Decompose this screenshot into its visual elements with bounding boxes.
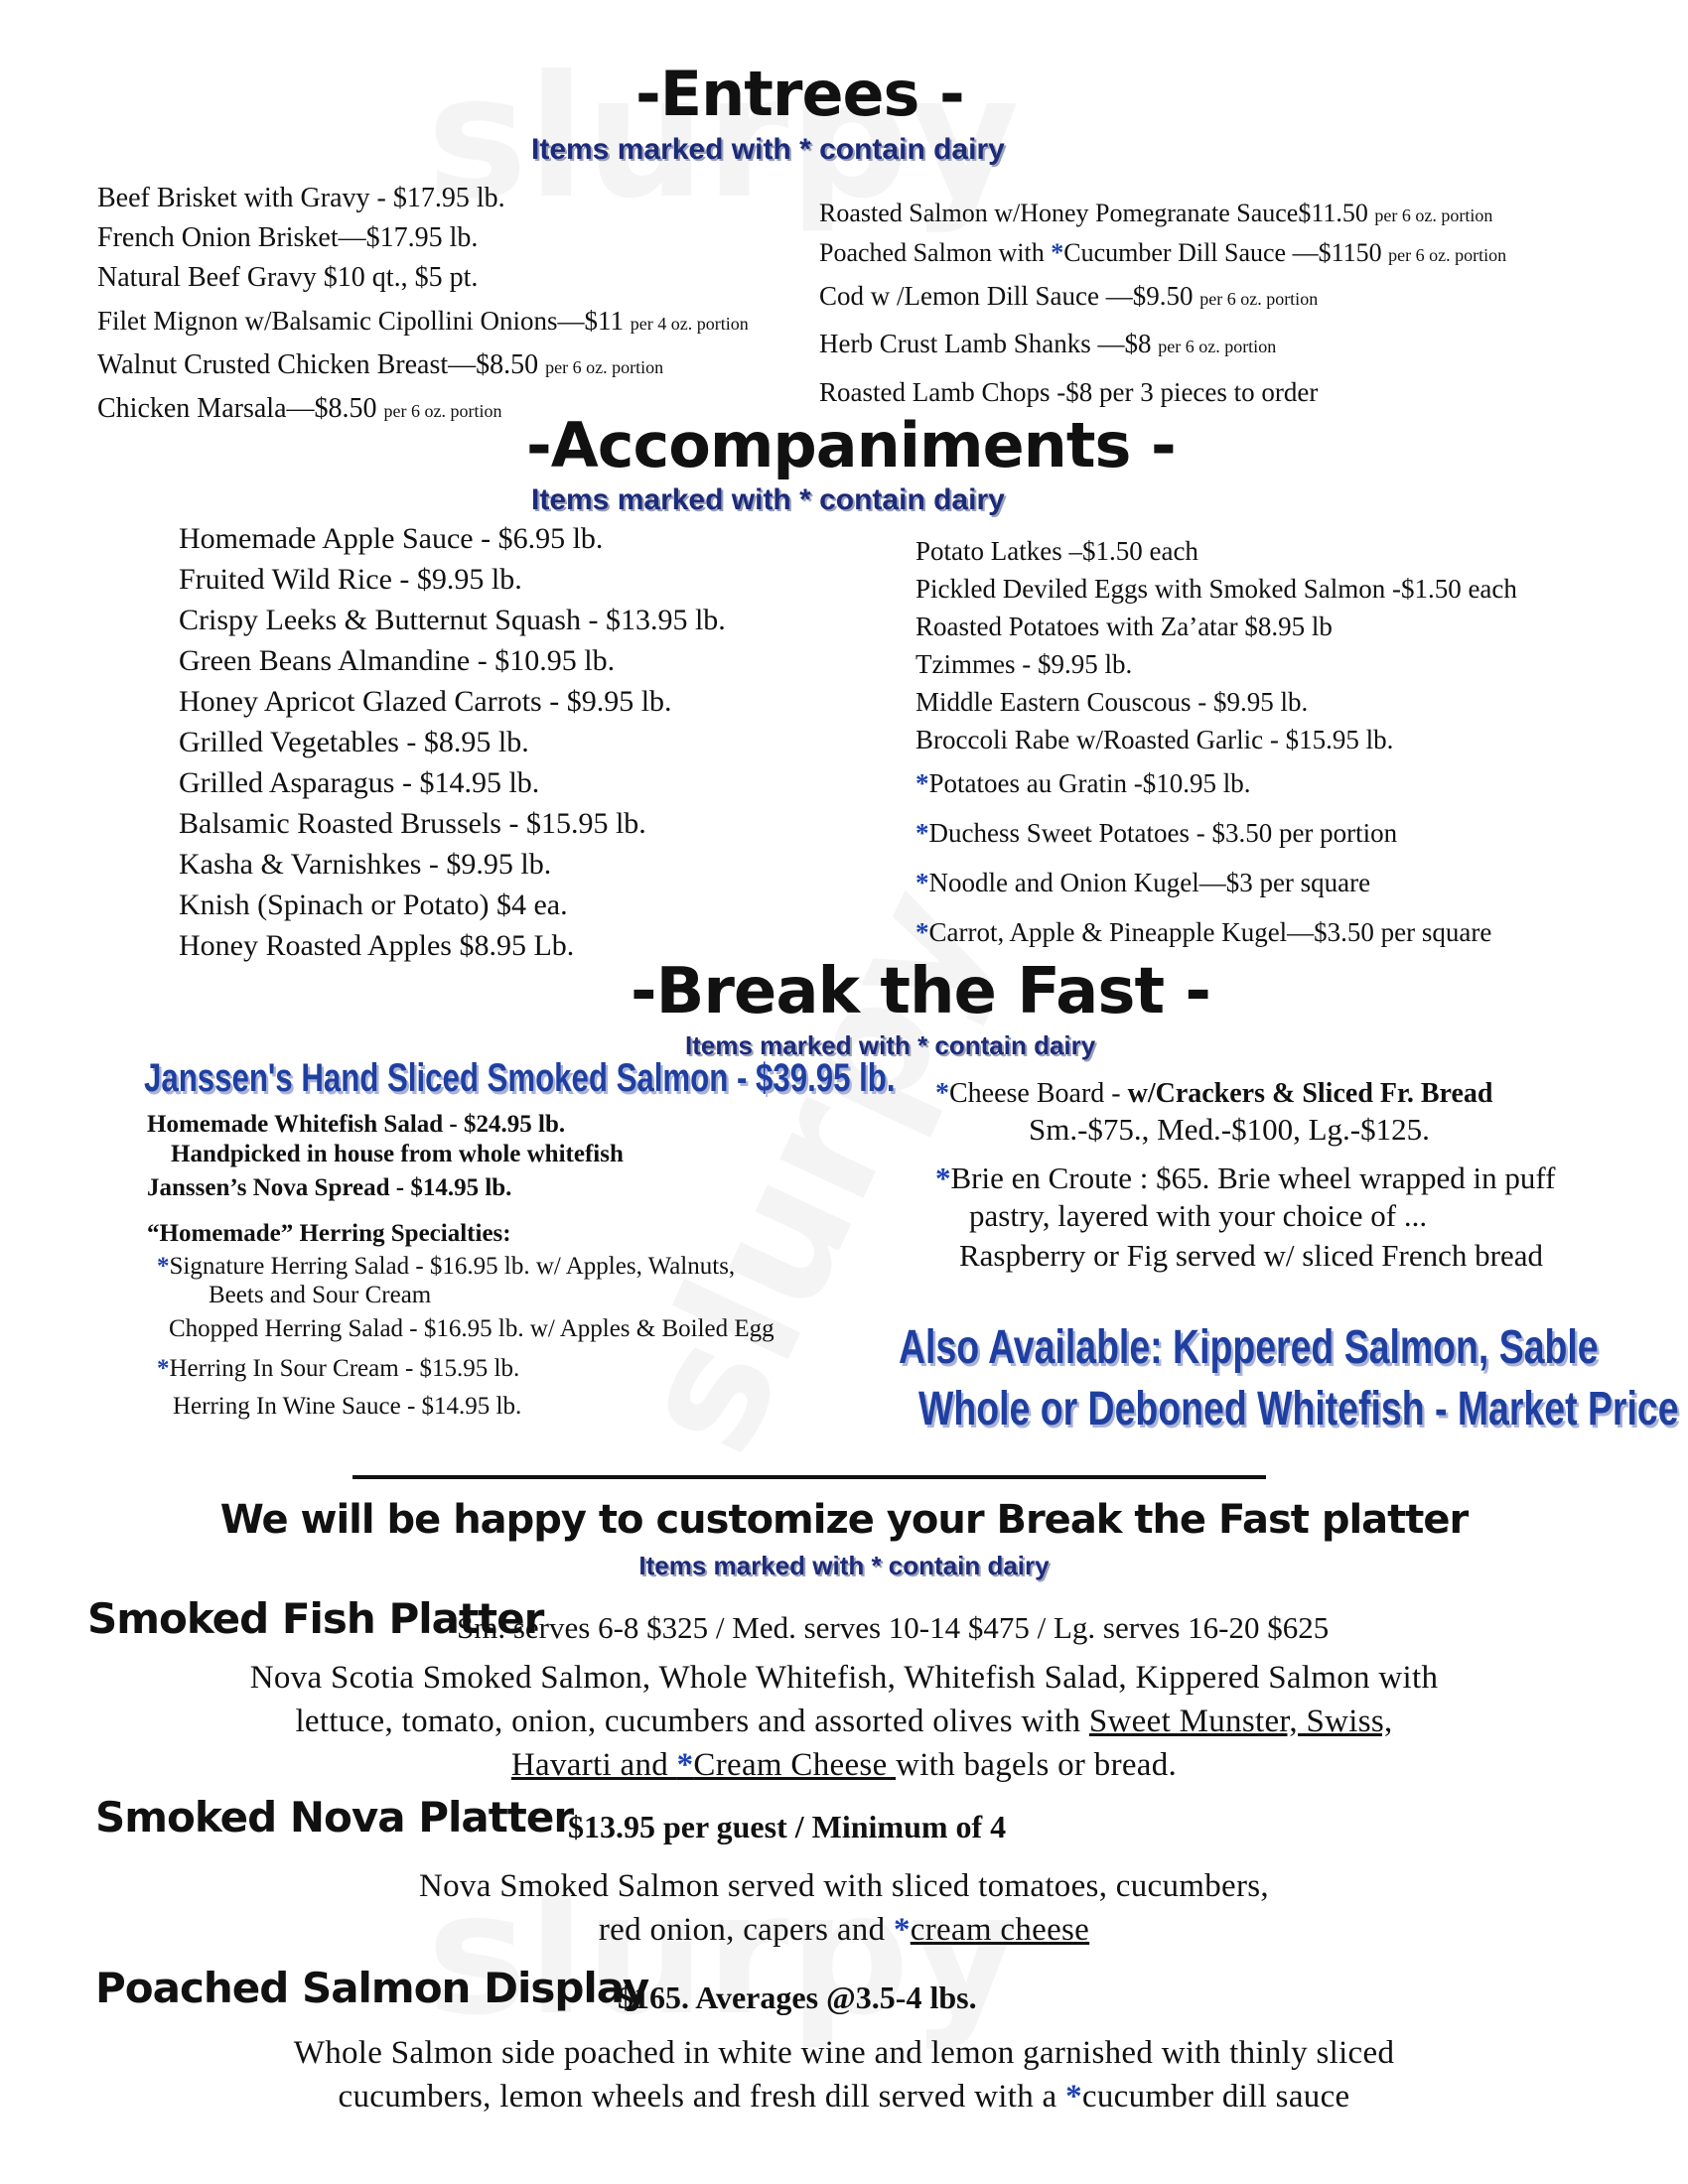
menu-item: Balsamic Roasted Brussels - $15.95 lb. <box>179 807 646 840</box>
menu-item: Filet Mignon w/Balsamic Cipollini Onions—$11 per 4 oz. portion <box>97 306 749 336</box>
menu-item: Grilled Asparagus - $14.95 lb. <box>179 766 540 799</box>
menu-item: *Brie en Croute : $65. Brie wheel wrapped in puff <box>935 1160 1556 1195</box>
menu-item: Cod w /Lemon Dill Sauce —$9.50 per 6 oz. portion <box>819 281 1319 311</box>
menu-item-note: Beets and Sour Cream <box>209 1282 432 1308</box>
smoked-nova-platter-description: Nova Smoked Salmon served with sliced tomatoes, cucumbers, red onion, capers and *cream cheese <box>419 1868 1269 1948</box>
break-fast-right <box>935 1076 1555 1277</box>
menu-item: Potato Latkes –$1.50 each <box>915 536 1198 566</box>
menu-item: Tzimmes - $9.95 lb. <box>915 649 1133 679</box>
accompaniments-dairy-note: Items marked with * contain dairy <box>531 483 1005 516</box>
menu-item: Chopped Herring Salad - $16.95 lb. w/ Apples & Boiled Egg <box>169 1315 774 1342</box>
menu-item: Natural Beef Gravy $10 qt., $5 pt. <box>97 262 479 293</box>
menu-item: Herb Crust Lamb Shanks —$8 per 6 oz. portion <box>819 329 1277 358</box>
menu-item: Chicken Marsala—$8.50 per 6 oz. portion <box>97 393 502 424</box>
accompaniments-title: -Accompaniments - <box>526 409 1176 481</box>
menu-item: Roasted Potatoes with Za’atar $8.95 lb <box>915 612 1333 641</box>
customize-dairy-note: Items marked with * contain dairy <box>638 1551 1050 1580</box>
menu-item: French Onion Brisket—$17.95 lb. <box>97 222 479 253</box>
smoked-fish-platter-description: Nova Scotia Smoked Salmon, Whole Whitefish, Whitefish Salad, Kippered Salmon with lettuce, tomato, onion, cucumbers and assorted olives with Sweet Munster, Swiss, Havarti and *Cream Cheese with bagels or bread. <box>249 1660 1439 1783</box>
also-available-line2: Whole or Deboned Whitefish - Market Price <box>918 1383 1679 1435</box>
menu-item: Crispy Leeks & Butternut Squash - $13.95 lb. <box>179 604 726 636</box>
janssens-salmon-banner: Janssen's Hand Sliced Smoked Salmon - $39.95 lb. <box>144 1056 896 1100</box>
menu-item: Roasted Lamb Chops -$8 per 3 pieces to order <box>819 377 1319 407</box>
customize-title: We will be happy to customize your Break the Fast platter <box>219 1497 1469 1543</box>
menu-item: *Noodle and Onion Kugel—$3 per square <box>915 868 1371 897</box>
smoked-nova-platter-price: $13.95 per guest / Minimum of 4 <box>568 1809 1007 1844</box>
menu-item: Poached Salmon with *Cucumber Dill Sauce —$1150 per 6 oz. portion <box>819 238 1507 267</box>
menu-item: Beef Brisket with Gravy - $17.95 lb. <box>97 183 505 213</box>
menu-item: Roasted Salmon w/Honey Pomegranate Sauce$11.50 per 6 oz. portion <box>819 199 1493 227</box>
smoked-fish-platter-price: Sm. serves 6-8 $325 / Med. serves 10-14 $475 / Lg. serves 16-20 $625 <box>457 1610 1330 1645</box>
menu-item: Middle Eastern Couscous - $9.95 lb. <box>915 687 1309 717</box>
menu-item: *Potatoes au Gratin -$10.95 lb. <box>915 768 1251 798</box>
menu-item: Walnut Crusted Chicken Breast—$8.50 per 6 oz. portion <box>97 349 664 380</box>
poached-salmon-display-description: Whole Salmon side poached in white wine and lemon garnished with thinly sliced cucumbers, lemon wheels and fresh dill served with a *cucumber dill sauce <box>293 2035 1395 2115</box>
menu-item: Honey Roasted Apples $8.95 Lb. <box>179 929 575 962</box>
menu-item: Homemade Whitefish Salad - $24.95 lb. <box>147 1111 566 1138</box>
menu-item: Herring In Wine Sauce - $14.95 lb. <box>173 1393 522 1420</box>
smoked-fish-platter-title: Smoked Fish Platter <box>87 1594 544 1643</box>
also-available-line1: Also Available: Kippered Salmon, Sable <box>899 1321 1599 1374</box>
menu-item: Grilled Vegetables - $8.95 lb. <box>179 726 529 758</box>
menu-item: Green Beans Almandine - $10.95 lb. <box>179 644 616 677</box>
menu-item: Homemade Apple Sauce - $6.95 lb. <box>179 522 604 555</box>
menu-item: *Cheese Board - w/Crackers & Sliced Fr. Bread <box>935 1078 1493 1109</box>
menu-item: Fruited Wild Rice - $9.95 lb. <box>179 563 522 596</box>
menu-item: *Herring In Sour Cream - $15.95 lb. <box>157 1355 520 1382</box>
entrees-title: -Entrees - <box>635 58 964 130</box>
menu-item: *Duchess Sweet Potatoes - $3.50 per portion <box>915 818 1398 848</box>
break-fast-dairy-note: Items marked with * contain dairy <box>685 1030 1096 1060</box>
menu-item: *Carrot, Apple & Pineapple Kugel—$3.50 per square <box>915 917 1492 947</box>
menu-item-note: Handpicked in house from whole whitefish <box>171 1141 624 1167</box>
menu-item-note: Raspberry or Fig served w/ sliced French bread <box>959 1238 1543 1273</box>
menu-item: Broccoli Rabe w/Roasted Garlic - $15.95 lb. <box>915 725 1394 754</box>
menu-item: Janssen’s Nova Spread - $14.95 lb. <box>147 1174 512 1201</box>
entrees-right-list <box>819 195 1506 415</box>
menu-item: Kasha & Varnishkes - $9.95 lb. <box>179 848 552 881</box>
menu-item: *Signature Herring Salad - $16.95 lb. w/ Apples, Walnuts, <box>157 1253 736 1280</box>
herring-heading: “Homemade” Herring Specialties: <box>147 1220 511 1247</box>
smoked-nova-platter-title: Smoked Nova Platter <box>95 1793 574 1842</box>
accompaniments-left-list <box>179 518 726 966</box>
menu-item-note: pastry, layered with your choice of ... <box>969 1198 1428 1233</box>
entrees-left-list <box>97 179 749 432</box>
divider <box>352 1475 1266 1479</box>
break-fast-left <box>147 1110 774 1426</box>
menu-item: Pickled Deviled Eggs with Smoked Salmon -$1.50 each <box>915 574 1517 604</box>
menu-item: Knish (Spinach or Potato) $4 ea. <box>179 888 568 921</box>
menu-item-note: Sm.-$75., Med.-$100, Lg.-$125. <box>1029 1112 1430 1147</box>
break-fast-title: -Break the Fast - <box>631 955 1210 1028</box>
entrees-dairy-note: Items marked with * contain dairy <box>531 133 1005 166</box>
menu-item: Honey Apricot Glazed Carrots - $9.95 lb. <box>179 685 672 718</box>
poached-salmon-display-price: $165. Averages @3.5-4 lbs. <box>618 1979 977 2015</box>
poached-salmon-display-title: Poached Salmon Display <box>95 1964 649 2012</box>
accompaniments-right-list <box>915 532 1517 957</box>
